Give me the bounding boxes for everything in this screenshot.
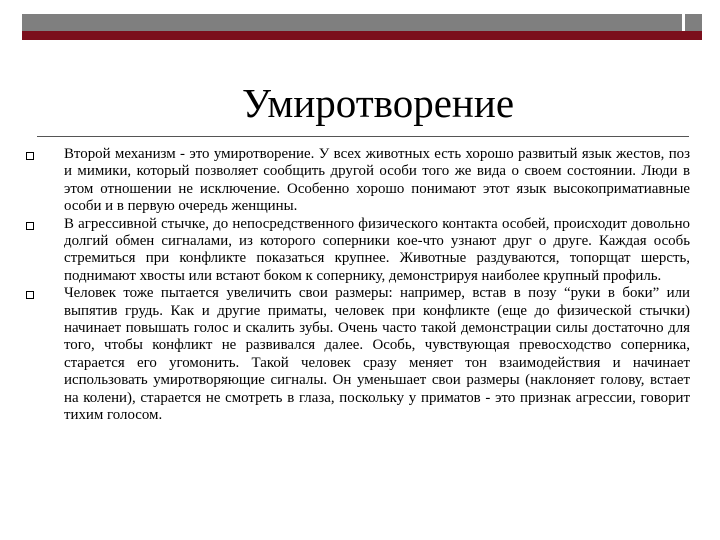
square-bullet-icon (26, 222, 34, 230)
bullet-text: Человек тоже пытается увеличить свои размеры: например, встав в позу “руки в боки” или выпятив грудь. Как и другие приматы, человек при конфликте (еще до физической стычки) начинает повышать голос и скалить зубы. Очень часто такой демонстрации силы достаточно для того, чтобы конфликт не развивался далее. Особь, чувствующая превосходство соперника, старается его угомонить. Такой человек сразу меняет тон взаимодействия и начинает использовать умиротворяющие сигналы. Он уменьшает свои размеры (наклоняет голову, встает на колени), старается не смотреть в глаза, поскольку у приматов - это признак агрессии, говорит тихим голосом. (64, 285, 690, 424)
bullet-text: В агрессивной стычке, до непосредственного физического контакта особей, происходит довольно долгий обмен сигналами, из которого соперники кое-что узнают друг о друге. Каждая особь стремиться при конфликте показаться крупнее. Животные раздуваются, топорщат шерсть, поднимают хвосты или встают боком к сопернику, демонстрируя наиболее крупный профиль. (64, 215, 690, 284)
square-bullet-icon (26, 152, 34, 160)
square-bullet-icon (26, 291, 34, 299)
header-gray-square (685, 14, 702, 31)
bullet-item (22, 285, 690, 424)
header-decoration-band (0, 14, 720, 40)
header-red-bar (22, 31, 702, 40)
slide-title: Умиротворение (241, 80, 515, 126)
title-divider (37, 136, 689, 137)
bullet-text: Второй механизм - это умиротворение. У всех животных есть хорошо развитый язык жестов, поз и мимики, который позволяет сообщить другой особи того же вида о своем состоянии. Люди в этом отношении не исключение. Особенно хорошо понимают этот язык высокоприматиавные особи и в первую очередь женщины. (64, 146, 690, 215)
bullet-list (22, 146, 690, 425)
header-gray-bar (22, 14, 682, 31)
bullet-item (22, 146, 690, 216)
bullet-item (22, 216, 690, 286)
